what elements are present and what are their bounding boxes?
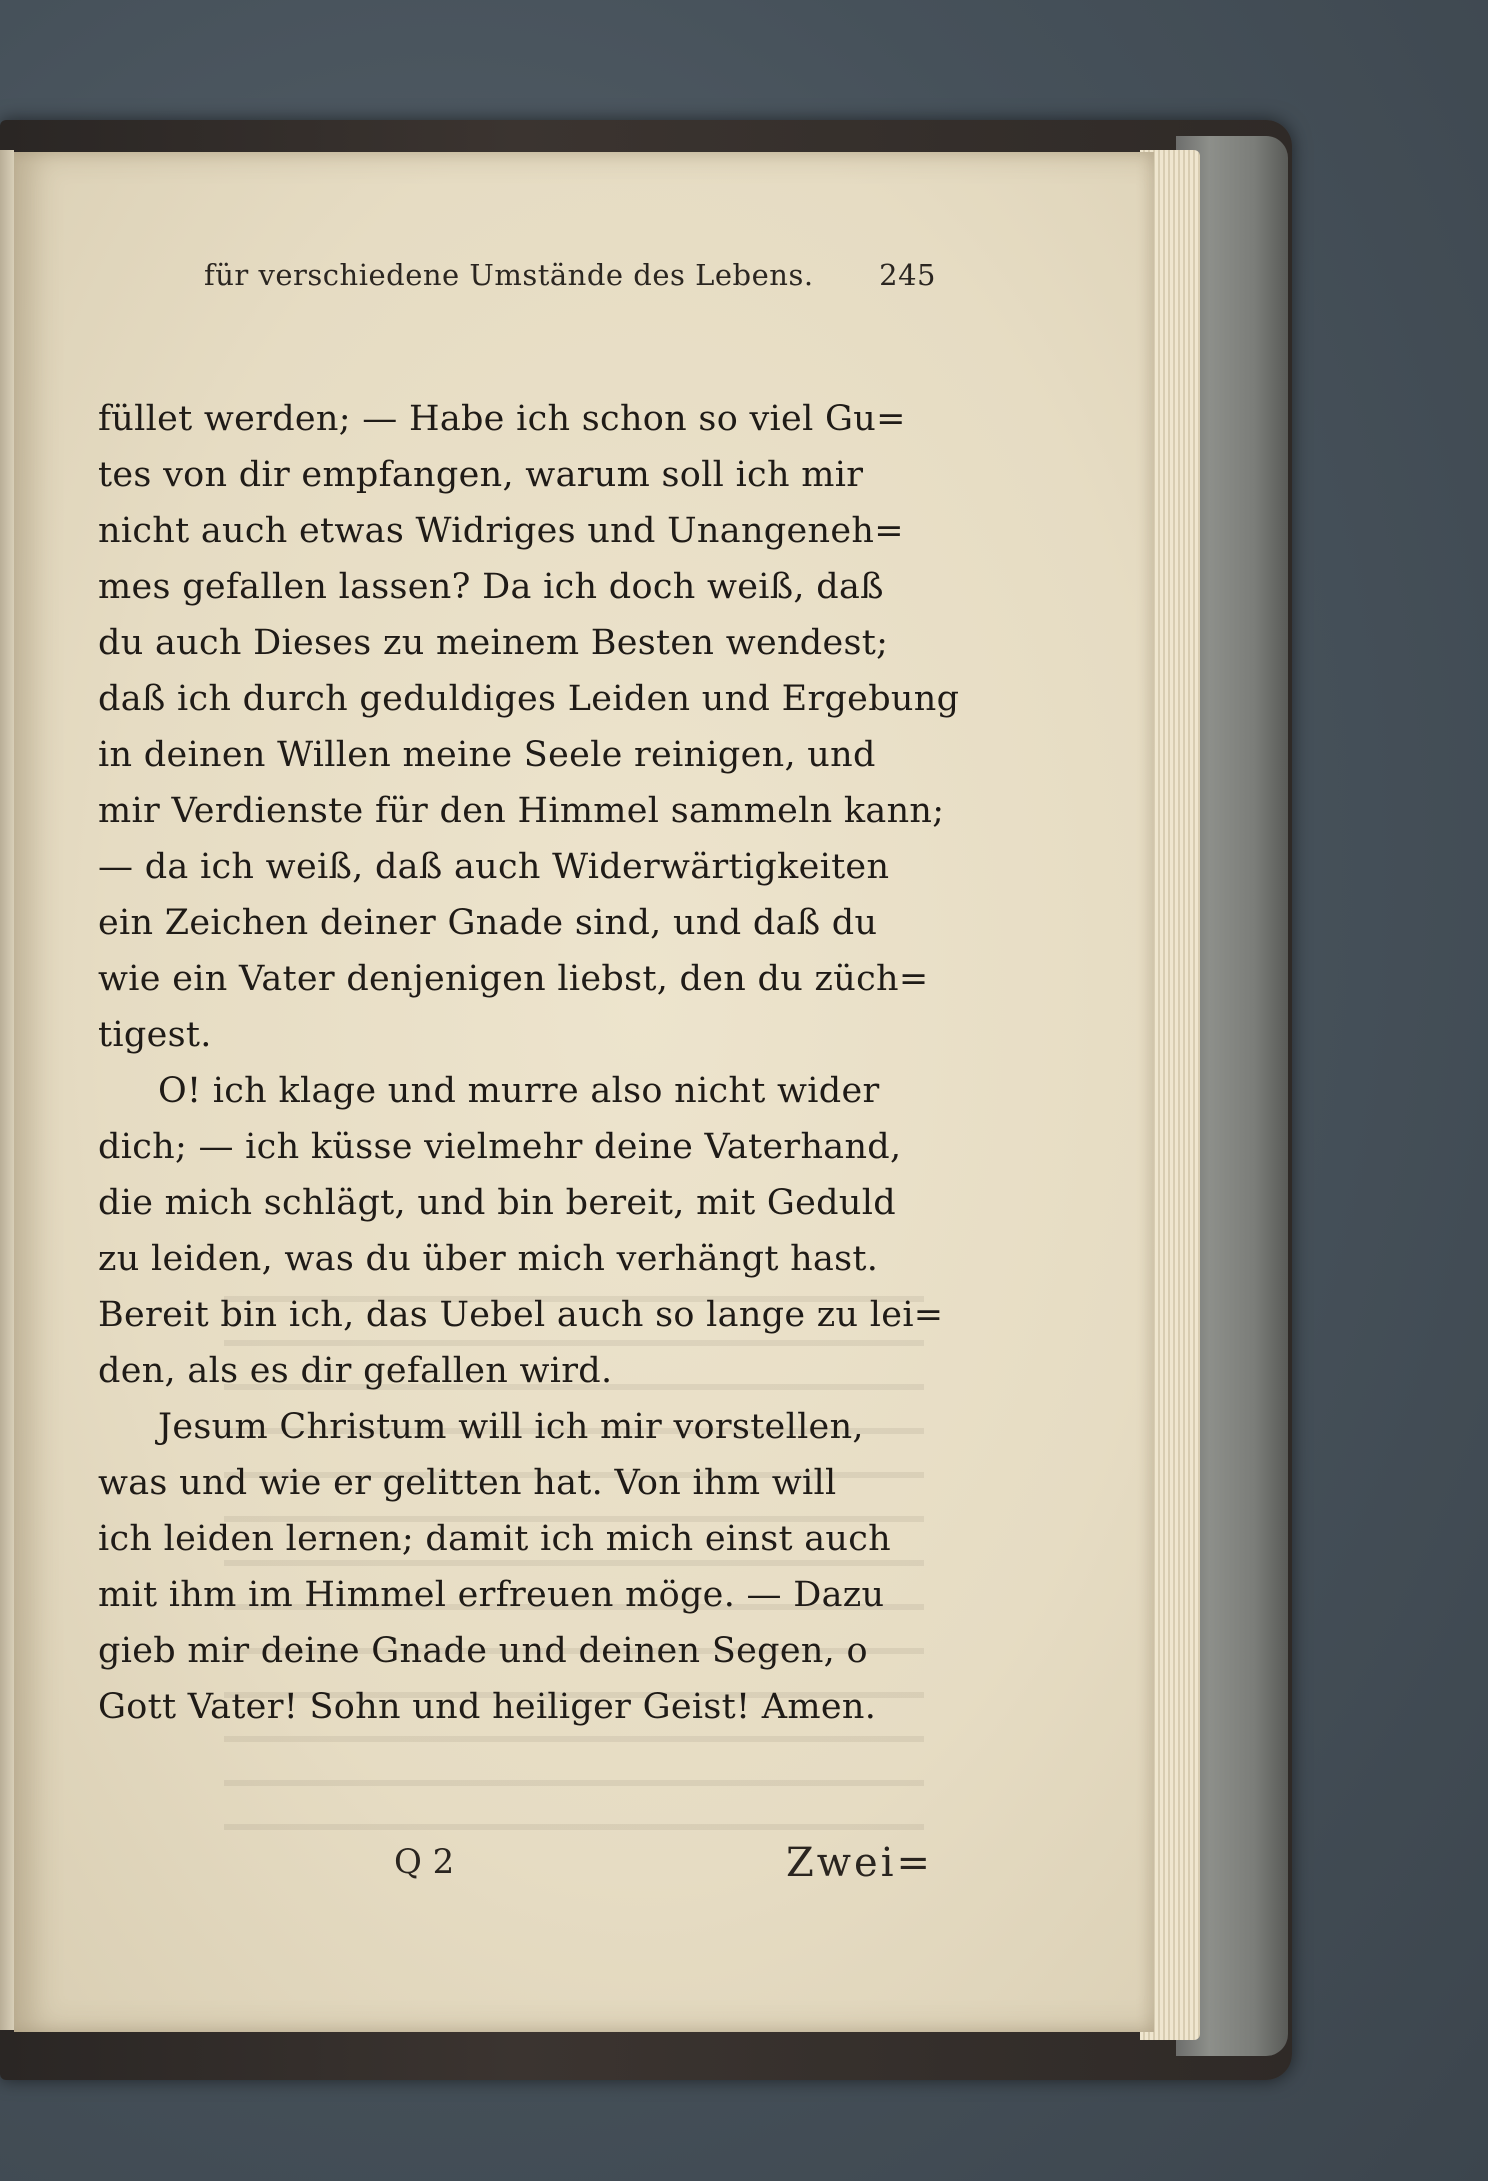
text-line: ich leiden lernen; damit ich mich einst auch (98, 1519, 892, 1559)
facing-page-edge (0, 150, 14, 2030)
text-line: Gott Vater! Sohn und heiliger Geist! Amen. (98, 1687, 877, 1727)
text-line: — da ich weiß, daß auch Widerwärtigkeiten (98, 847, 890, 887)
text-line: wie ein Vater denjenigen liebst, den du züch= (98, 959, 929, 999)
text-line: mes gefallen lassen? Da ich doch weiß, daß (98, 567, 884, 607)
text-line: füllet werden; — Habe ich schon so viel Gu= (98, 399, 906, 439)
text-line: dich; — ich küsse vielmehr deine Vaterhand, (98, 1127, 902, 1167)
text-line: den, als es dir gefallen wird. (98, 1351, 613, 1391)
book-page (14, 152, 1154, 2032)
text-line: mir Verdienste für den Himmel sammeln kann; (98, 791, 945, 831)
text-line: Bereit bin ich, das Uebel auch so lange zu lei= (98, 1295, 944, 1335)
text-line: Jesum Christum will ich mir vorstellen, (158, 1407, 864, 1447)
text-line: gieb mir deine Gnade und deinen Segen, o (98, 1631, 868, 1671)
text-line: in deinen Willen meine Seele reinigen, und (98, 735, 876, 775)
text-line: tigest. (98, 1015, 212, 1055)
signature-mark: Q 2 (394, 1842, 455, 1882)
running-head: für verschiedene Umstände des Lebens. (204, 258, 814, 292)
text-line: O! ich klage und murre also nicht wider (158, 1071, 880, 1111)
text-line: daß ich durch geduldiges Leiden und Ergebung (98, 679, 960, 719)
text-line: die mich schlägt, und bin bereit, mit Geduld (98, 1183, 896, 1223)
text-line: was und wie er gelitten hat. Von ihm will (98, 1463, 837, 1503)
text-line: tes von dir empfangen, warum soll ich mir (98, 455, 864, 495)
text-line: du auch Dieses zu meinem Besten wendest; (98, 623, 889, 663)
text-line: nicht auch etwas Widriges und Unangeneh= (98, 511, 904, 551)
text-line: zu leiden, was du über mich verhängt hast. (98, 1239, 879, 1279)
text-line: ein Zeichen deiner Gnade sind, und daß du (98, 903, 878, 943)
page-number: 245 (879, 258, 936, 292)
text-line: mit ihm im Himmel erfreuen möge. — Dazu (98, 1575, 885, 1615)
catchword: Zwei= (786, 1840, 934, 1886)
